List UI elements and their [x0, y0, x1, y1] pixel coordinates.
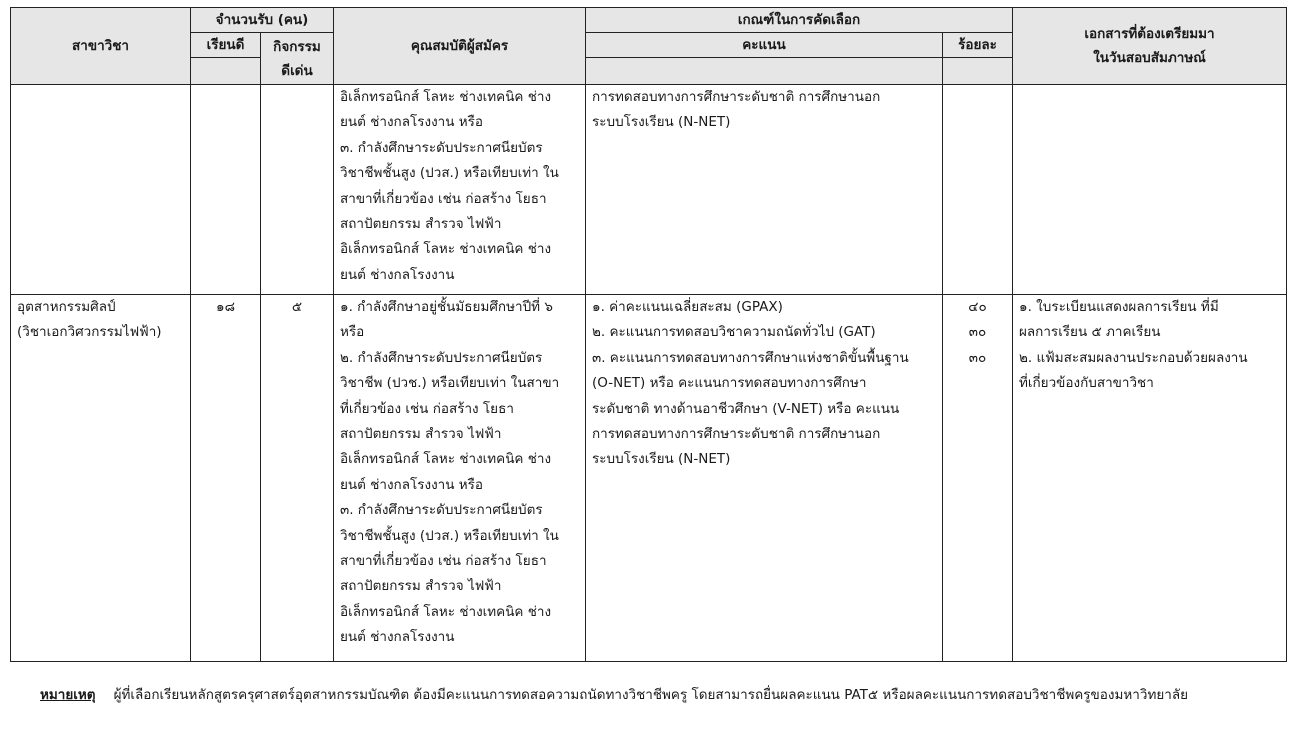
cell-score: การทดสอบทางการศึกษาระดับชาติ การศึกษานอก ระบบโรงเรียน (N-NET) [586, 85, 943, 295]
cell-regular: ๑๘ [191, 295, 261, 662]
cell-percent [943, 85, 1013, 295]
header-qualifications: คุณสมบัติผู้สมัคร [334, 8, 586, 85]
cell-regular [191, 85, 261, 295]
cell-percent: ๔๐ ๓๐ ๓๐ [943, 295, 1013, 662]
cell-program [11, 85, 191, 295]
header-criteria: เกณฑ์ในการคัดเลือก [586, 8, 1013, 33]
header-percent-spacer [943, 58, 1013, 85]
header-documents: เอกสารที่ต้องเตรียมมา ในวันสอบสัมภาษณ์ [1013, 8, 1287, 85]
header-score-spacer [586, 58, 943, 85]
footnote-text: ผู้ที่เลือกเรียนหลักสูตรครุศาสตร์อุตสาหกรรมบัณฑิต ต้องมีคะแนนการทดสอความถนัดทางวิชาชีพครู โดยสามารถยื่นผลคะแนน PAT๕ หรือผลคะแนนการทดสอบวิชาชีพครูของมหาวิทยาลัย [113, 687, 1189, 703]
footnote-label: หมายเหตุ [40, 687, 96, 703]
table-row [11, 295, 1287, 662]
table-row [11, 85, 1287, 295]
header-activity: กิจกรรม ดีเด่น [261, 33, 334, 85]
cell-documents: ๑. ใบระเบียนแสดงผลการเรียน ที่มี ผลการเรียน ๕ ภาคเรียน ๒. แฟ้มสะสมผลงานประกอบด้วยผลงาน ที่เกี่ยวข้องกับสาขาวิชา [1013, 295, 1287, 662]
cell-activity [261, 85, 334, 295]
header-intake: จำนวนรับ (คน) [191, 8, 334, 33]
cell-documents [1013, 85, 1287, 295]
cell-qualifications: อิเล็กทรอนิกส์ โลหะ ช่างเทคนิค ช่าง ยนต์ ช่างกลโรงงาน หรือ ๓. กำลังศึกษาระดับประกาศนียบัตร วิชาชีพชั้นสูง (ปวส.) หรือเทียบเท่า ใน สาขาที่เกี่ยวข้อง เช่น ก่อสร้าง โยธา สถาปัตยกรรม สำรวจ ไฟฟ้า อิเล็กทรอนิกส์ โลหะ ช่างเทคนิค ช่าง ยนต์ ช่างกลโรงงาน [334, 85, 586, 295]
header-program: สาขาวิชา [11, 8, 191, 85]
header-score: คะแนน [586, 33, 943, 58]
header-regular: เรียนดี [191, 33, 261, 58]
header-percent: ร้อยละ [943, 33, 1013, 58]
admission-table [10, 7, 1287, 662]
cell-qualifications: ๑. กำลังศึกษาอยู่ชั้นมัธยมศึกษาปีที่ ๖ หรือ ๒. กำลังศึกษาระดับประกาศนียบัตร วิชาชีพ (ปวช.) หรือเทียบเท่า ในสาขา ที่เกี่ยวข้อง เช่น ก่อสร้าง โยธา สถาปัตยกรรม สำรวจ ไฟฟ้า อิเล็กทรอนิกส์ โลหะ ช่างเทคนิค ช่าง ยนต์ ช่างกลโรงงาน หรือ ๓. กำลังศึกษาระดับประกาศนียบัตร วิชาชีพชั้นสูง (ปวส.) หรือเทียบเท่า ใน สาขาที่เกี่ยวข้อง เช่น ก่อสร้าง โยธา สถาปัตยกรรม สำรวจ ไฟฟ้า อิเล็กทรอนิกส์ โลหะ ช่างเทคนิค ช่าง ยนต์ ช่างกลโรงงาน [334, 295, 586, 662]
cell-score: ๑. ค่าคะแนนเฉลี่ยสะสม (GPAX) ๒. คะแนนการทดสอบวิชาความถนัดทั่วไป (GAT) ๓. คะแนนการทดสอบทางการศึกษาแห่งชาติขั้นพื้นฐาน (O-NET) หรือ คะแนนการทดสอบทางการศึกษา ระดับชาติ ทางด้านอาชีวศึกษา (V-NET) หรือ คะแนน การทดสอบทางการศึกษาระดับชาติ การศึกษานอก ระบบโรงเรียน (N-NET) [586, 295, 943, 662]
cell-activity: ๕ [261, 295, 334, 662]
footnote [40, 683, 1250, 708]
cell-program: อุตสาหกรรมศิลป์ (วิชาเอกวิศวกรรมไฟฟ้า) [11, 295, 191, 662]
header-regular-spacer [191, 58, 261, 85]
